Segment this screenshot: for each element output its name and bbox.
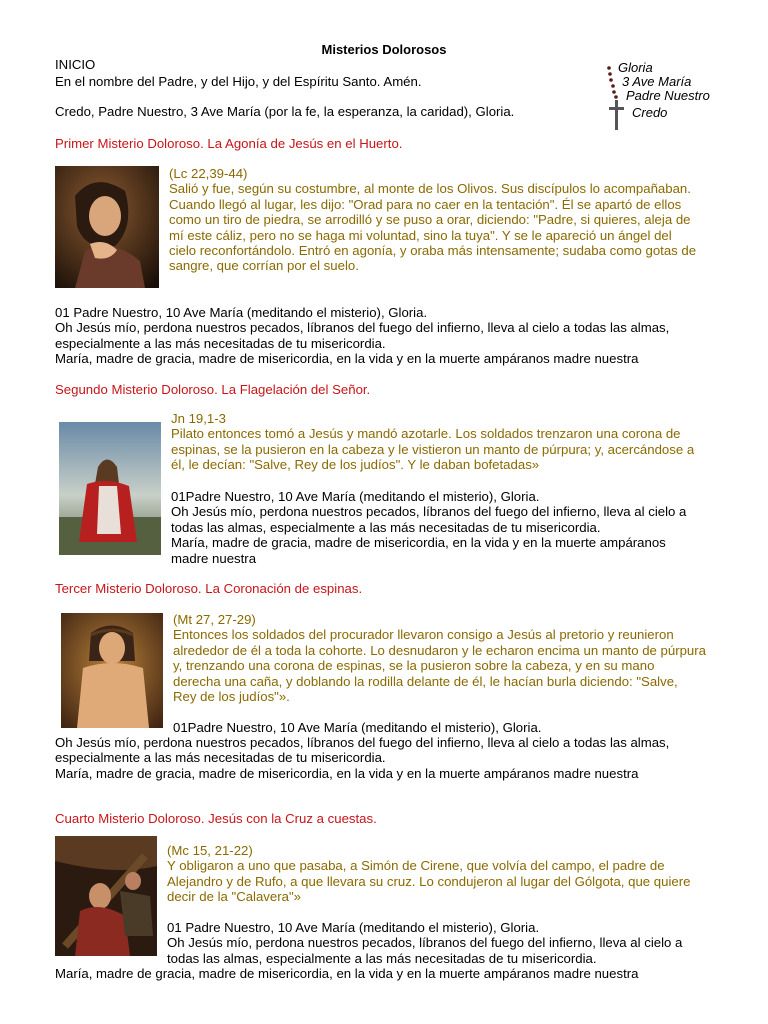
- prayer-line: 01Padre Nuestro, 10 Ave María (meditando el misterio), Gloria.: [173, 720, 542, 735]
- agony-painting-image: [55, 166, 159, 288]
- prayer-line: especialmente a las más necesitadas de tu misericordia.: [55, 335, 386, 351]
- mystery-4-heading: Cuarto Misterio Doloroso. Jesús con la Cruz a cuestas.: [55, 811, 377, 826]
- scripture-line: Entonces los soldados del procurador llevaron consigo a Jesús al pretorio y reunieron: [173, 627, 674, 643]
- prayer-line: madre nuestra: [171, 550, 257, 566]
- scripture-line: Salió y fue, según su costumbre, al monte de los Olivos. Sus discípulos lo acompañaban.: [169, 181, 691, 197]
- scripture-line: como un tiro de piedra, se arrodilló y se puso a orar, diciendo: "Padre, si quieres, aleja de: [169, 212, 691, 228]
- scripture-line: y, trenzando una corona de espinas, se la pusieron sobre la cabeza, y en su mano: [173, 658, 655, 674]
- mystery-1-ref: (Lc 22,39-44): [169, 166, 248, 181]
- scripture-line: Rey de los judíos"».: [173, 689, 290, 705]
- scripture-line: mí este cáliz, pero no se haga mi voluntad, sino la tuya". Y se le apareció un ángel del: [169, 227, 672, 243]
- mystery-4-ref: (Mc 15, 21-22): [167, 843, 253, 858]
- scripture-line: Pilato entonces tomó a Jesús y mandó azotarle. Los soldados trenzaron una corona de: [171, 426, 681, 442]
- mystery-4-prayer-last: [55, 966, 735, 981]
- cross-carrying-painting-image: [55, 836, 157, 956]
- scripture-line: espinas, se la pusieron en la cabeza y le vistieron un manto de púrpura; y, acercándose a: [171, 441, 695, 457]
- scripture-line: Y obligaron a uno que pasaba, a Simón de Cirene, que volvía del campo, el padre de: [167, 858, 665, 874]
- prayer-line: María, madre de gracia, madre de misericordia, en la vida y en la muerte ampáranos madre nuestra: [55, 351, 639, 367]
- crowning-painting-image: [61, 613, 163, 728]
- scripture-line: él, le decían: "Salve, Rey de los judíos". Y le daban bofetadas»: [171, 457, 540, 473]
- prayer-line: Oh Jesús mío, perdona nuestros pecados, líbranos del fuego del infierno, lleva al cielo a todas las almas,: [55, 320, 670, 336]
- mystery-1-heading: Primer Misterio Doloroso. La Agonía de Jesús en el Huerto.: [55, 136, 403, 151]
- mystery-2-ref: Jn 19,1-3: [171, 411, 226, 426]
- page-title: Misterios Dolorosos: [321, 42, 447, 57]
- scripture-line: Alejandro y de Rufo, a que llevara su cruz. Lo condujeron al lugar del Gólgota, que quiere: [167, 873, 691, 889]
- inicio-line-1: En el nombre del Padre, y del Hijo, y del Espíritu Santo. Amén.: [55, 74, 422, 89]
- scripture-line: decir de la "Calavera"»: [167, 889, 301, 905]
- scripture-line: alrededor de él a toda la cohorte. Lo desnudaron y le echaron encima un manto de púrpura: [173, 642, 706, 658]
- mystery-3-prayer: [55, 735, 735, 781]
- mystery-3-heading: Tercer Misterio Doloroso. La Coronación de espinas.: [55, 581, 363, 596]
- prayer-line: María, madre de gracia, madre de misericordia, en la vida y en la muerte ampáranos madre nuestra: [55, 966, 639, 981]
- prayer-line: todas las almas, especialmente a las más necesitadas de tu misericordia.: [171, 519, 601, 535]
- mystery-3-scripture: [173, 612, 731, 704]
- mystery-1-scripture: [169, 166, 729, 274]
- mystery-1-prayer: [55, 305, 735, 367]
- prayer-line: especialmente a las más necesitadas de tu misericordia.: [55, 750, 386, 766]
- mystery-3-ref: (Mt 27, 27-29): [173, 612, 256, 627]
- prayer-line: Oh Jesús mío, perdona nuestros pecados, líbranos del fuego del infierno, lleva al cielo a todas las almas,: [55, 735, 670, 750]
- scripture-line: Cuando llegó al lugar, les dijo: "Orad para no caer en la tentación". Él se apartó de ellos: [169, 196, 682, 212]
- mystery-4-prayer: [167, 920, 731, 966]
- prayer-line: 01Padre Nuestro, 10 Ave María (meditando el misterio), Gloria.: [171, 489, 540, 504]
- rosary-item-padre: Padre Nuestro: [626, 88, 710, 103]
- mystery-4-scripture: [167, 843, 731, 905]
- inicio-label: INICIO: [55, 57, 96, 72]
- prayer-line: María, madre de gracia, madre de misericordia, en la vida y en la muerte ampáranos madre nuestra: [55, 765, 639, 781]
- prayer-line: 01 Padre Nuestro, 10 Ave María (meditando el misterio), Gloria.: [55, 305, 428, 320]
- flagellation-painting-image: [59, 422, 161, 555]
- rosary-item-credo: Credo: [632, 105, 668, 120]
- scripture-line: derecha una caña, y doblando la rodilla delante de él, le hacían burla diciendo: "Salve,: [173, 673, 678, 689]
- mystery-2-scripture: [171, 411, 731, 473]
- prayer-line: todas las almas, especialmente a las más necesitadas de tu misericordia.: [167, 950, 597, 966]
- scripture-line: sangre, que corrían por el suelo.: [169, 258, 359, 274]
- prayer-line: Oh Jesús mío, perdona nuestros pecados, líbranos del fuego del infierno, lleva al cielo a: [167, 935, 683, 951]
- rosary-graphic: [604, 60, 734, 130]
- mystery-3-prayer-first: [173, 720, 733, 735]
- inicio-line-2: Credo, Padre Nuestro, 3 Ave María (por la fe, la esperanza, la caridad), Gloria.: [55, 104, 515, 119]
- mystery-2-heading: Segundo Misterio Doloroso. La Flagelación del Señor.: [55, 382, 371, 397]
- prayer-line: 01 Padre Nuestro, 10 Ave María (meditando el misterio), Gloria.: [167, 920, 540, 935]
- mystery-2-prayer: [171, 489, 731, 566]
- rosary-item-gloria: Gloria: [618, 60, 653, 75]
- rosary-item-ave: 3 Ave María: [622, 74, 692, 89]
- scripture-line: cielo reconfortándolo. Entró en agonía, y oraba más intensamente; sudaba como gotas de: [169, 243, 697, 259]
- prayer-line: María, madre de gracia, madre de misericordia, en la vida y en la muerte ampáranos: [171, 535, 666, 551]
- prayer-line: Oh Jesús mío, perdona nuestros pecados, líbranos del fuego del infierno, lleva al cielo a: [171, 504, 687, 520]
